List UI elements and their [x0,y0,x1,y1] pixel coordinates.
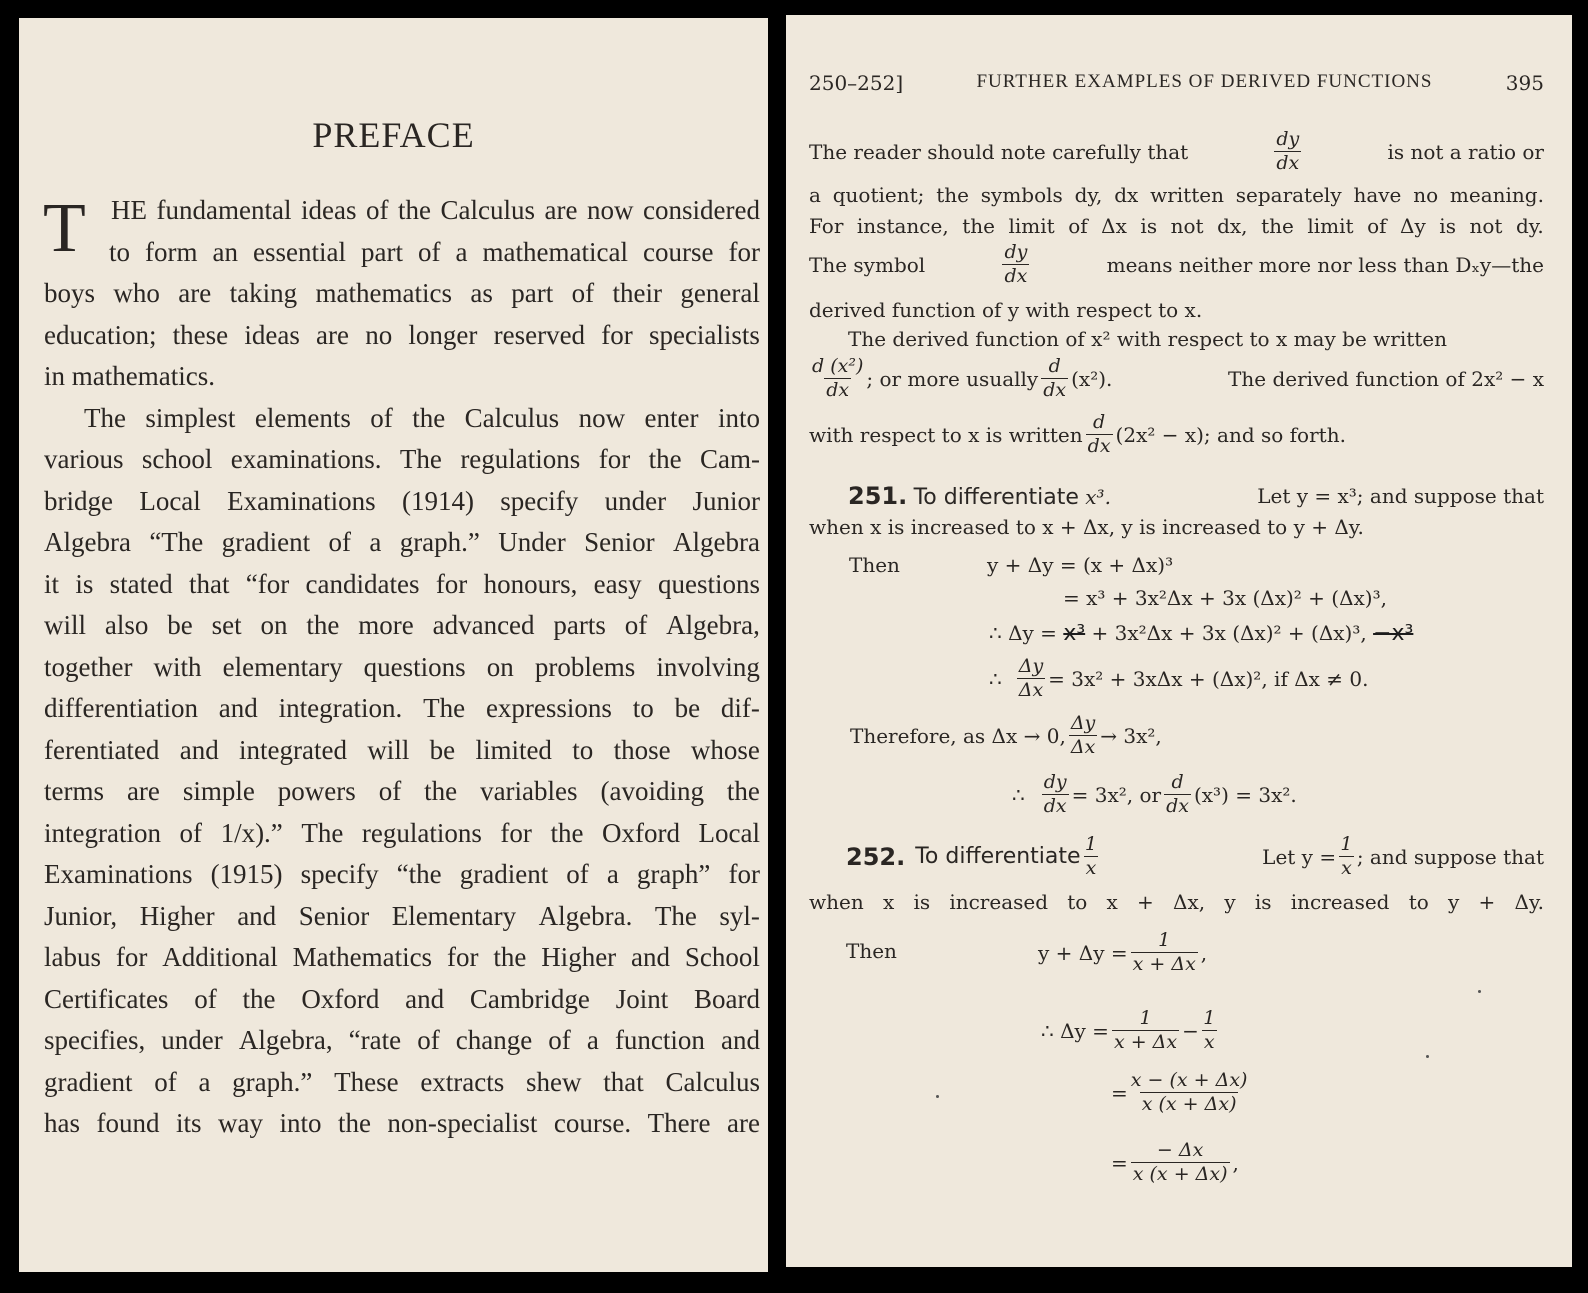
text-line: a quotient; the symbols dy, dx written separately have no meaning. [809,183,1544,207]
speck [936,1095,939,1098]
speck [1426,1055,1429,1058]
text-line: derived function of y with respect to x. [809,298,1203,322]
text-line: The reader should note carefully that $\frac{dy}{dx}$ is not a ratio or [809,128,1544,174]
preface-line: integration of 1/x).” The regulations for the Oxford Local [44,818,760,848]
equation: ∴ $\frac{dy}{dx}$ = 3x², or $\frac{d}{dx}$ (x³) = 3x². [1012,771,1297,817]
preface-line: ferentiated and integrated will be limited to those whose [44,735,760,765]
section-range: 250–252] [809,71,904,95]
fraction: $\frac{dy}{dx}$ [1276,128,1300,174]
fraction: $\frac{\text{d (x²)}}{dx}$ [812,355,864,401]
preface-line: Algebra “The gradient of a graph.” Under Senior Algebra [44,527,760,557]
preface-line: terms are simple powers of the variables (avoiding the [44,776,760,806]
section-number: 251. [848,482,908,510]
speck [1478,990,1481,993]
running-title: FURTHER EXAMPLES OF DERIVED FUNCTIONS [976,71,1433,92]
equation: ∴ $\frac{\Delta y}{\Delta x}$ = 3x² + 3xΔx + (Δx)², if Δx ≠ 0. [989,655,1369,701]
text-line: when x is increased to x + Δx, y is increased to y + Δy. [809,515,1364,539]
preface-line: differentiation and integration. The expressions to be dif- [44,693,760,723]
preface-line: specifies, under Algebra, “rate of change of a function and [44,1025,760,1055]
preface-line: HE fundamental ideas of the Calculus are now considered [111,195,760,225]
text-line: when x is increased to x + Δx, y is increased to y + Δy. [809,890,1544,914]
text-line: $\frac{\text{d (x²)}}{dx}$ ; or more usually $\frac{d}{dx}$ (x²). The derived function of 2x² − x [812,355,1544,401]
pencil-annotation: −x³ [1373,621,1414,646]
text-line: with respect to x is written $\frac{d}{dx}$ (2x² − x); and so forth. [809,411,1346,457]
equation: y + Δy = $\frac{1}{x + \Delta x}$ , [1038,929,1208,975]
drop-cap: T [43,190,86,267]
text-line: Therefore, as Δx → 0, $\frac{\Delta y}{\Delta x}$ → 3x², [850,712,1162,758]
fraction: $\frac{d}{dx}$ [1043,355,1067,401]
preface-line: boys who are taking mathematics as part of their general [44,278,760,308]
preface-line: Certificates of the Oxford and Cambridge Joint Board [44,984,760,1014]
page-title: PREFACE [312,115,475,155]
text-line: The derived function of x² with respect to x may be written [848,327,1448,351]
preface-line: Examinations (1915) specify “the gradient of a graph” for [44,859,760,889]
preface-line: in mathematics. [44,361,215,391]
preface-line: will also be set on the more advanced parts of Algebra, [44,610,760,640]
preface-line: education; these ideas are no longer reserved for specialists [44,320,760,350]
running-head [809,71,1544,95]
crossed-term: x³ [1063,621,1086,646]
preface-line: bridge Local Examinations (1914) specify under Junior [44,486,760,516]
fraction: $\frac{d}{dx}$ [1087,411,1111,457]
equation: ∴ Δy = x³ + 3x²Δx + 3x (Δx)² + (Δx)³, −x³ [989,621,1414,646]
section-number: 252. [846,842,906,871]
left-page [19,18,768,1272]
text-line: For instance, the limit of Δx is not dx, the limit of Δy is not dy. [809,214,1544,238]
section-heading: 252. To differentiate $\frac{1}{x}$ Let y = $\frac{1}{x}$ ; and suppose that [846,833,1544,879]
equation: y + Δy = (x + Δx)³ [987,553,1174,577]
preface-line: to form an essential part of a mathematical course for [109,237,760,267]
text-then: Then [846,939,897,963]
preface-line: has found its way into the non-specialist course. There are [44,1108,760,1138]
preface-line: it is stated that “for candidates for honours, easy questions [44,569,760,599]
equation: = x³ + 3x²Δx + 3x (Δx)² + (Δx)³, [1063,586,1387,610]
preface-line: together with elementary questions on problems involving [44,652,760,682]
text-line: The symbol $\frac{dy}{dx}$ means neither more nor less than Dₓy—the [809,241,1544,287]
fraction: $\frac{dy}{dx}$ [1004,241,1028,287]
preface-line: labus for Additional Mathematics for the Higher and School [44,942,760,972]
text-then: Then [849,553,900,577]
preface-line: The simplest elements of the Calculus now enter into [84,403,760,433]
right-page [786,15,1572,1267]
equation: = $\frac{x - (x + \Delta x)}{x (x + \Delta x)}$ [1111,1069,1248,1115]
preface-line: gradient of a graph.” These extracts shew that Calculus [44,1067,760,1097]
preface-line: Junior, Higher and Senior Elementary Algebra. The syl- [44,901,760,931]
page-number: 395 [1505,71,1544,95]
equation: ∴ Δy = $\frac{1}{x + \Delta x}$ − $\frac{1}{x}$ [1041,1007,1216,1053]
section-heading: 251. To differentiate x³. Let y = x³; and suppose that [848,482,1544,510]
equation: = $\frac{- \Delta x}{x (x + \Delta x)}$ , [1111,1139,1239,1185]
preface-line: various school examinations. The regulations for the Cam- [44,444,760,474]
